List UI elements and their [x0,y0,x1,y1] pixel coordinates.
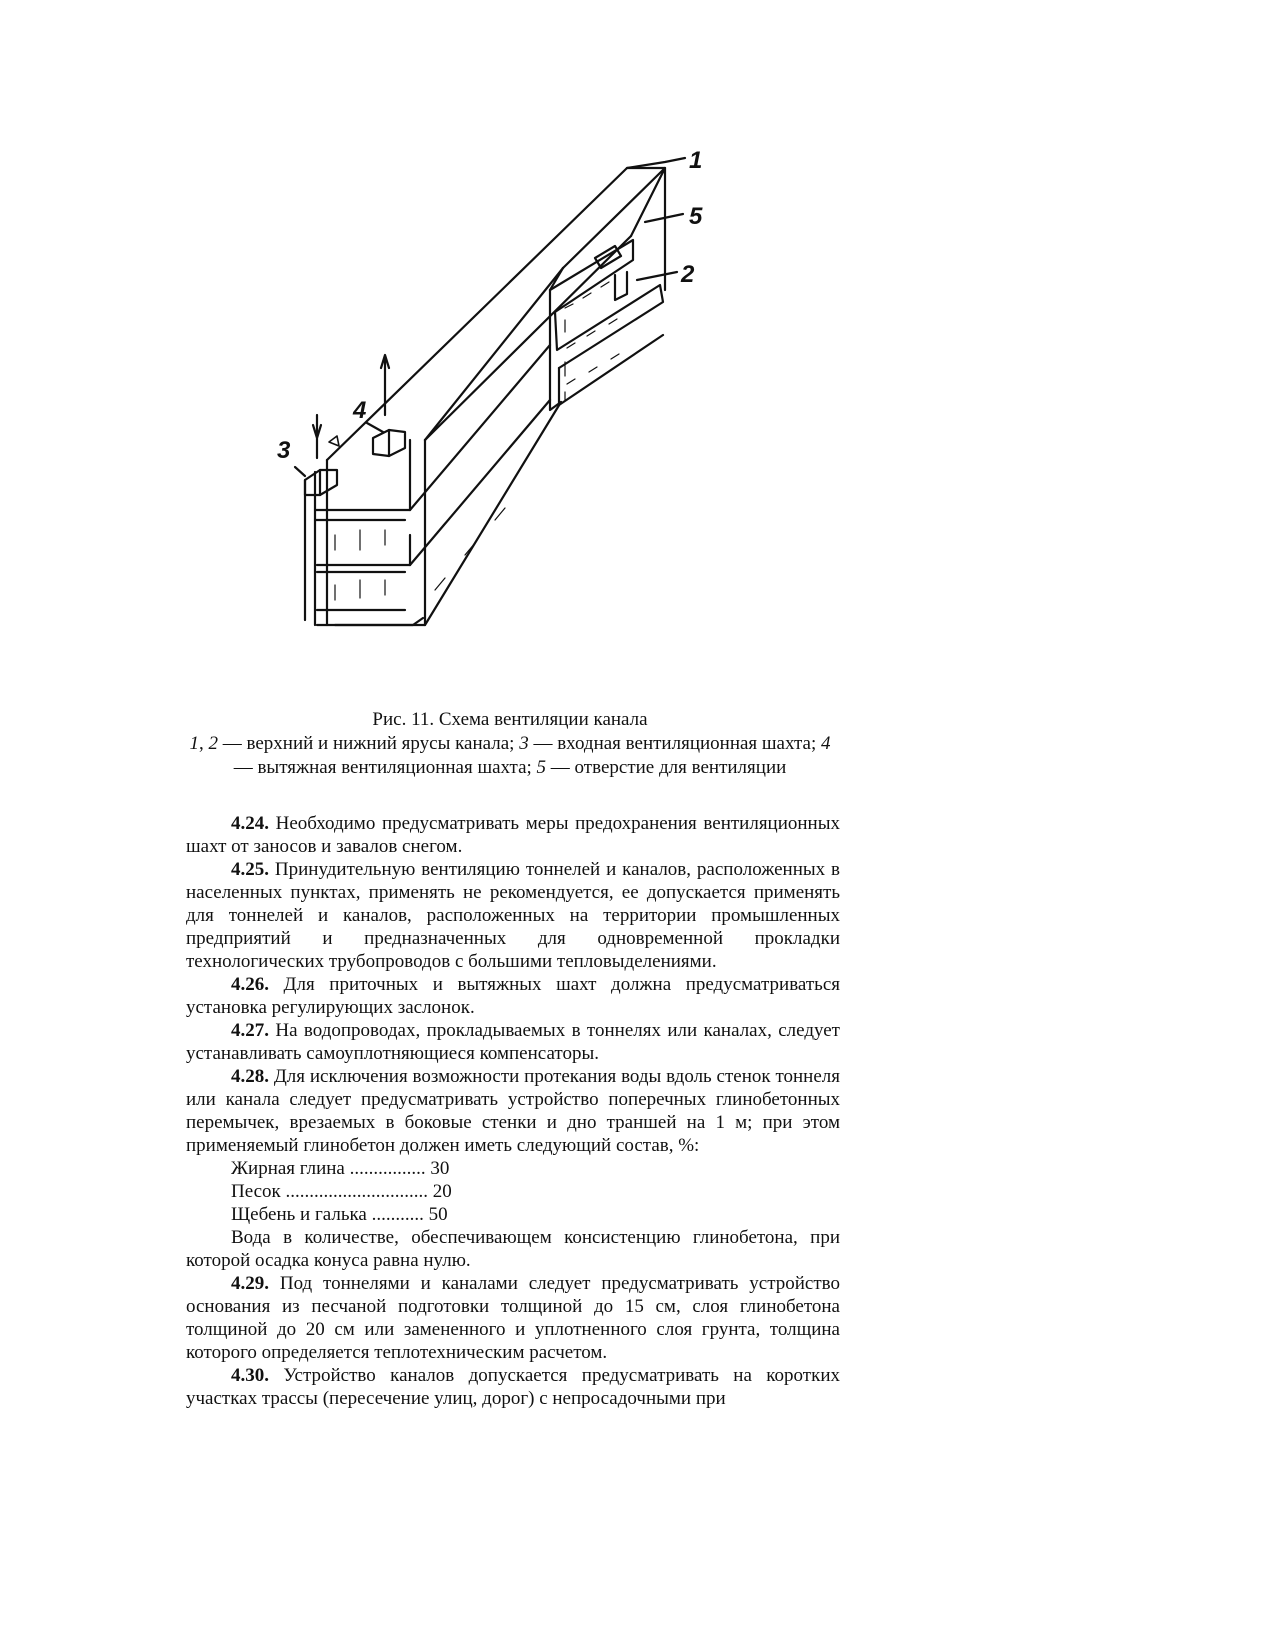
paragraph-4-30 [186,1364,840,1410]
body-text [186,812,840,1410]
section-number: 4.30. [231,1365,269,1386]
label-1: 1 [689,147,703,174]
paragraph-4-28 [186,1065,840,1157]
paragraph-4-25 [186,858,840,973]
caption-title: Рис. 11. Схема вентиляции канала [372,709,648,730]
water-note: Вода в количестве, обеспечивающем консистенцию глинобетона, при которой осадка конуса равна нулю. [186,1227,840,1271]
vent-opening-5 [595,246,621,268]
paragraph-text: Для исключения возможности протекания воды вдоль стенок тоннеля или канала следует предусматривать устройство поперечных глинобетонных перемычек, врезаемых в боковые стенки и дно траншей на 1 м; при этом применяемый глинобетон должен иметь следующий состав, %: [186,1066,840,1156]
label-4: 4 [353,397,367,424]
paragraph-4-27 [186,1019,840,1065]
paragraph-text: На водопроводах, прокладываемых в тоннелях или каналах, следует устанавливать самоуплотняющиеся компенсаторы. [186,1020,840,1064]
caption-sep: , [198,733,209,754]
paragraph-text: Принудительную вентиляцию тоннелей и каналов, расположенных в населенных пунктах, применять не рекомендуется, ее допускается применять для тоннелей и каналов, расположенных на территории промышленных предприятий и предназначенных для одновременной прокладки технологических трубопроводов с большими тепловыделениями. [186,859,840,972]
section-number: 4.27. [231,1020,269,1041]
section-number: 4.28. [231,1066,269,1087]
caption-num-2: 2 [208,733,218,754]
caption-text-2: — верхний и нижний ярусы канала; [217,733,520,754]
paragraph-4-24 [186,812,840,858]
label-2: 2 [681,261,695,288]
caption-num-5: 5 [536,757,547,778]
caption-num-4: 4 [821,733,831,754]
section-number: 4.29. [231,1273,269,1294]
section-number: 4.24. [231,813,269,834]
label-3: 3 [277,437,291,464]
section-number: 4.25. [231,859,269,880]
inlet-arrow [313,415,321,458]
paragraph-text: Под тоннелями и каналами следует предусматривать устройство основания из песчаной подготовки толщиной до 15 см, слоя глинобетона толщиной до 20 см или замененного и уплотненного слоя грунта, толщина которого определяется теплотехническим расчетом. [186,1273,840,1363]
caption-num-1: 1 [189,733,199,754]
section-number: 4.26. [231,974,269,995]
caption-text-3: — входная вентиляционная шахта; [528,733,821,754]
mix-item-gravel: Щебень и галька ........... 50 [231,1204,448,1225]
paragraph-text: Устройство каналов допускается предусматривать на коротких участках трассы (пересечение улиц, дорог) с непросадочными при [186,1365,840,1409]
label-5: 5 [689,203,703,230]
paragraph-4-26 [186,973,840,1019]
paragraph-text: Необходимо предусматривать меры предохранения вентиляционных шахт от заносов и завалов снегом. [186,813,840,857]
caption-text-5: — отверстие для вентиляции [546,757,787,778]
caption-num-3: 3 [519,733,529,754]
ventilation-scheme-figure [265,140,745,670]
caption-description [180,732,840,780]
mix-item-sand: Песок .............................. 20 [231,1181,452,1202]
paragraph-text: Для приточных и вытяжных шахт должна предусматриваться установка регулирующих заслонок. [186,974,840,1018]
paragraph-4-29 [186,1272,840,1364]
caption-text-4: — вытяжная вентиляционная шахта; [233,757,537,778]
mix-item-clay: Жирная глина ................ 30 [231,1158,450,1179]
figure-caption [180,708,840,780]
canal-near-end [335,440,425,625]
ventilation-scheme-drawing [265,140,745,670]
